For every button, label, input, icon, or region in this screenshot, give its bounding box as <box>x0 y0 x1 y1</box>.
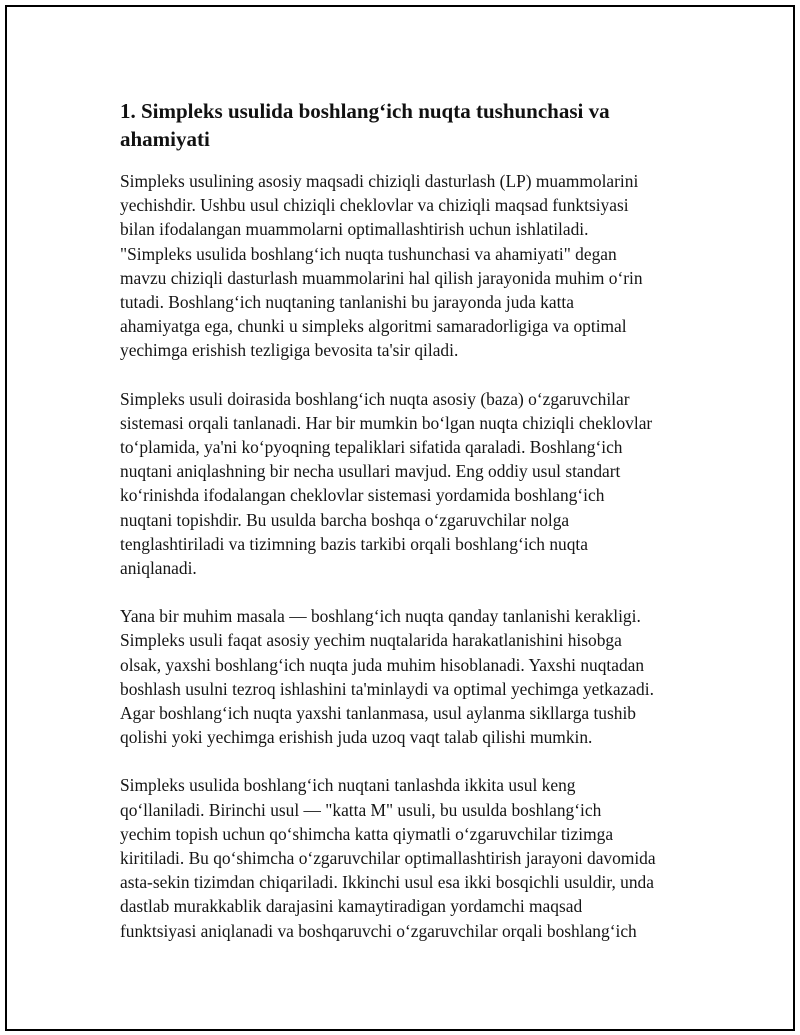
text-line: tutadi. Boshlang‘ich nuqtaning tanlanishi bu jarayonda juda katta <box>120 292 574 313</box>
text-line: ko‘rinishda ifodalangan cheklovlar sistemasi yordamida boshlang‘ich <box>120 485 605 506</box>
text-line: olsak, yaxshi boshlang‘ich nuqta juda muhim hisoblanadi. Yaxshi nuqtadan <box>120 654 645 675</box>
text-line: bilan ifodalangan muammolarni optimallashtirish uchun ishlatiladi. <box>120 219 589 240</box>
text-line: yechishdir. Ushbu usul chiziqli cheklovlar va chiziqli maqsad funktsiyasi <box>120 195 629 216</box>
paragraph <box>120 604 700 749</box>
text-line: nuqtani topishdir. Bu usulda barcha boshqa o‘zgaruvchilar nolga <box>120 509 570 530</box>
text-line: qolishi yoki yechimga erishish juda uzoq vaqt talab qilishi mumkin. <box>120 727 593 748</box>
text-line: yechim topish uchun qo‘shimcha katta qiymatli o‘zgaruvchilar tizimga <box>120 823 614 844</box>
text-line: mavzu chiziqli dasturlash muammolarini hal qilish jarayonida muhim o‘rin <box>120 267 643 288</box>
text-line: sistemasi orqali tanlanadi. Har bir mumkin bo‘lgan nuqta chiziqli cheklovlar <box>120 412 653 433</box>
text-line: Yana bir muhim masala — boshlang‘ich nuqta qanday tanlanishi kerakligi. <box>120 606 641 627</box>
paragraph <box>120 387 700 581</box>
text-line: qo‘llaniladi. Birinchi usul — "katta M" usuli, bu usulda boshlang‘ich <box>120 799 602 820</box>
text-line: kiritiladi. Bu qo‘shimcha o‘zgaruvchilar optimallashtirish jarayoni davomida <box>120 848 656 869</box>
text-line: Simpleks usuli faqat asosiy yechim nuqtalarida harakatlanishini hisobga <box>120 630 622 651</box>
text-line: boshlash usulni tezroq ishlashini ta'minlaydi va optimal yechimga yetkazadi. <box>120 678 654 699</box>
text-line: funktsiyasi aniqlanadi va boshqaruvchi o‘zgaruvchilar orqali boshlang‘ich <box>120 920 637 941</box>
text-line: ahamiyatga ega, chunki u simpleks algoritmi samaradorligiga va optimal <box>120 316 627 337</box>
text-line: Agar boshlang‘ich nuqta yaxshi tanlanmasa, usul aylanma sikllarga tushib <box>120 703 636 724</box>
text-line: yechimga erishish tezligiga bevosita ta'sir qiladi. <box>120 340 459 361</box>
text-line: dastlab murakkablik darajasini kamaytiradigan yordamchi maqsad <box>120 896 583 917</box>
text-line: aniqlanadi. <box>120 558 197 579</box>
text-line: nuqtani aniqlashning bir necha usullari mavjud. Eng oddiy usul standart <box>120 461 621 482</box>
document-body <box>120 97 700 967</box>
heading-line: 1. Simpleks usulida boshlang‘ich nuqta tushunchasi va <box>120 99 610 123</box>
text-line: Simpleks usuli doirasida boshlang‘ich nuqta asosiy (baza) o‘zgaruvchilar <box>120 388 630 409</box>
page-frame <box>5 5 795 1031</box>
text-line: asta-sekin tizimdan chiqariladi. Ikkinchi usul esa ikki bosqichli usuldir, unda <box>120 872 654 893</box>
heading-line: ahamiyati <box>120 127 210 151</box>
paragraph <box>120 773 700 942</box>
section-heading <box>120 97 700 153</box>
paragraph <box>120 169 700 363</box>
text-line: "Simpleks usulida boshlang‘ich nuqta tushunchasi va ahamiyati" degan <box>120 243 617 264</box>
text-line: Simpleks usulida boshlang‘ich nuqtani tanlashda ikkita usul keng <box>120 775 576 796</box>
text-line: tenglashtiriladi va tizimning bazis tarkibi orqali boshlang‘ich nuqta <box>120 533 588 554</box>
text-line: to‘plamida, ya'ni ko‘pyoqning tepaliklari sifatida qaraladi. Boshlang‘ich <box>120 437 623 458</box>
text-line: Simpleks usulining asosiy maqsadi chiziqli dasturlash (LP) muammolarini <box>120 171 639 191</box>
